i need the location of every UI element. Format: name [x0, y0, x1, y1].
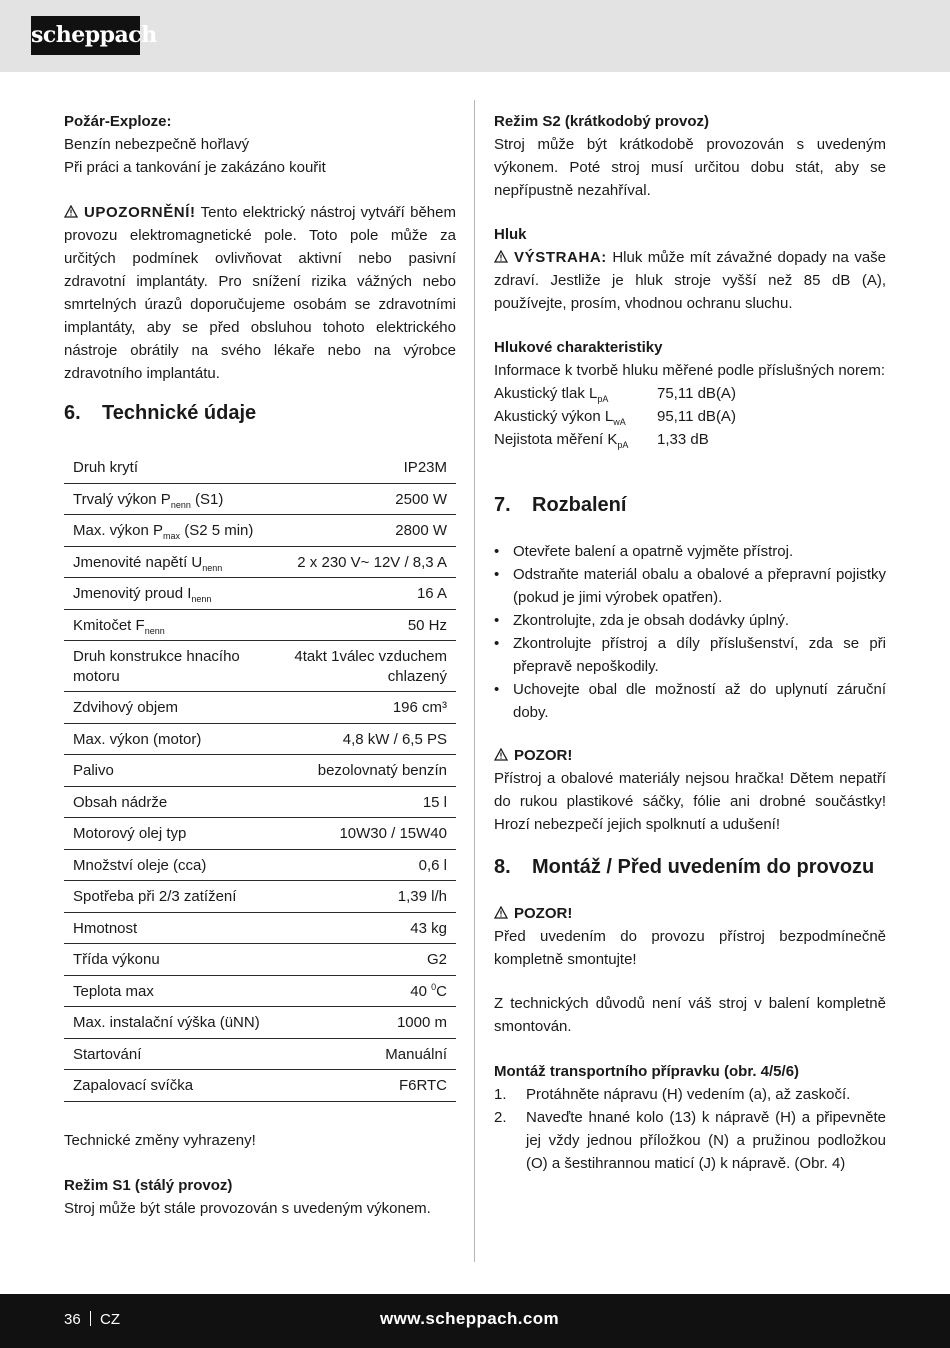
- section-6-number: 6.: [64, 402, 81, 424]
- spec-value-text: 1000 m: [396, 1014, 447, 1031]
- s2-text: Stroj může být krátkodobě provozován s uvedeným výkonem. Poté stroj musí určitou dobu stát, aby se nepřípustně nezahříval.: [494, 136, 886, 199]
- acoustic-key: [494, 405, 657, 428]
- spec-row: [64, 641, 456, 692]
- scheppach-logo: scheppach: [31, 16, 140, 55]
- spec-key-text: Třída výkonu: [73, 951, 160, 968]
- spec-value-text: 2 x 230 V~ 12V / 8,3 A: [297, 553, 447, 571]
- spec-key-text: Motorový olej typ: [73, 825, 187, 842]
- spec-row: [64, 976, 456, 1008]
- spec-key: [73, 521, 253, 541]
- noise-block: [494, 223, 886, 315]
- caution-1-block: [494, 744, 886, 836]
- spec-key: [73, 647, 273, 686]
- acoustic-row: [494, 382, 886, 405]
- spec-row: [64, 484, 456, 516]
- mount-title: Montáž transportního přípravku (obr. 4/5/6): [494, 1063, 800, 1080]
- spec-value: [427, 950, 447, 970]
- acoustic-row: [494, 428, 886, 451]
- spec-value-text: G2: [426, 951, 447, 968]
- spec-key: [73, 761, 114, 781]
- spec-row: [64, 787, 456, 819]
- spec-row: [64, 850, 456, 882]
- mount-block: [494, 1060, 886, 1175]
- acoustic-key-subscript: pA: [597, 394, 609, 404]
- spec-key: [73, 553, 222, 573]
- s1-block: [64, 1174, 456, 1220]
- mount-step-text: Protáhněte nápravu (H) vedením (a), až zaskočí.: [526, 1086, 851, 1103]
- spec-key: [73, 919, 137, 939]
- caution-2-heading: [494, 902, 886, 925]
- spec-value: [395, 490, 447, 510]
- spec-value-text: 4takt 1válec vzduchem chlazený: [294, 648, 447, 685]
- spec-value: [398, 887, 447, 907]
- spec-key-text: Druh konstrukce hnacího motoru: [73, 648, 240, 685]
- spec-key: [73, 1076, 193, 1096]
- section-7-heading: [494, 492, 886, 518]
- spec-value-text: F6RTC: [398, 1077, 447, 1094]
- notice-text: Tento elektrický nástroj vytváří během provozu elektromagnetické pole. Toto pole může za určitých podmínek ovlivňovat aktivní nebo pasivní zdravotní implantáty. Pro snížení rizika vážných nebo smrtelných úrazů doporučujeme osobám se zdravotními implantáty, aby se před obsluhou tohoto elektrického nástroje obrátily na svého lékaře nebo na výrobce zdravotního implantátu.: [64, 204, 456, 382]
- spec-value: [277, 647, 447, 686]
- caution-2-block: [494, 902, 886, 971]
- section-8-title: Montáž / Před uvedením do provozu: [532, 856, 875, 878]
- section-8-heading: [494, 854, 886, 880]
- spec-key-text: Množství oleje (cca): [73, 856, 207, 874]
- spec-key-subscript: nenn: [144, 625, 165, 636]
- spec-key-subscript: nenn: [191, 594, 212, 604]
- section-7-title: Rozbalení: [532, 494, 627, 516]
- page-separator: [90, 1311, 91, 1326]
- tech-reason: Z technických důvodů není váš stroj v balení kompletně smontován.: [494, 995, 886, 1035]
- noise-warning-text: Hluk může mít závažné dopady na vaše zdraví. Jestliže je hluk stroje vyšší než 85 dB (A), používejte, prosím, vhodnou ochranu sluchu.: [494, 249, 886, 312]
- spec-key: [73, 490, 223, 510]
- warning-icon: [494, 250, 508, 263]
- spec-value: [393, 698, 447, 718]
- spec-row: [64, 692, 456, 724]
- spec-row: [64, 913, 456, 945]
- spec-value-suffix: C: [436, 982, 447, 1000]
- spec-value-text: 196 cm³: [392, 699, 447, 716]
- website-url: www.scheppach.com: [380, 1309, 560, 1328]
- spec-key-text: Startování: [73, 1045, 142, 1063]
- spec-value: [404, 458, 447, 478]
- acoustic-key: [494, 428, 657, 451]
- acoustic-values: [494, 382, 886, 451]
- acoustic-key-text: Akustický tlak L: [494, 385, 598, 402]
- noise-characteristics: [494, 336, 886, 451]
- unpack-list-item: • Otevřete balení a opatrně vyjměte přístroj.: [494, 540, 886, 563]
- s2-title: Režim S2 (krátkodobý provoz): [494, 113, 710, 130]
- spec-key-text: Zapalovací svíčka: [73, 1077, 194, 1094]
- spec-value-text: 1,39 l/h: [397, 888, 447, 905]
- spec-value: [408, 616, 447, 636]
- spec-key-suffix: (S1): [190, 490, 224, 508]
- spec-value: [395, 521, 447, 541]
- spec-value: [343, 730, 447, 750]
- spec-value-text: 2500 W: [395, 490, 447, 508]
- page-indicator: [64, 1311, 120, 1328]
- fire-line-1: Benzín nebezpečně hořlavý: [64, 136, 250, 153]
- spec-key-text: Kmitočet F: [73, 616, 145, 634]
- acoustic-value: 95,11 dB(A): [657, 408, 736, 425]
- spec-key-suffix: (S2 5 min): [180, 522, 254, 539]
- unpack-list-item: • Zkontrolujte, zda je obsah dodávky úplný.: [494, 609, 886, 632]
- unpack-list-block: [494, 540, 886, 724]
- spec-value: [419, 856, 447, 876]
- spec-row: [64, 547, 456, 579]
- spec-key-text: Jmenovité napětí U: [73, 553, 203, 571]
- caution-2-text: Před uvedením do provozu přístroj bezpodmínečně kompletně smontujte!: [494, 928, 886, 968]
- warning-icon: [494, 906, 508, 919]
- section-7-number: 7.: [494, 494, 511, 516]
- page-language: CZ: [100, 1311, 121, 1328]
- spec-key: [73, 730, 201, 750]
- spec-key-text: Teplota max: [73, 982, 154, 1000]
- spec-value: [410, 982, 447, 1002]
- spec-value-text: IP23M: [403, 459, 447, 476]
- spec-key: [73, 824, 186, 844]
- spec-row: [64, 1039, 456, 1071]
- char-text: Informace k tvorbě hluku měřené podle příslušných norem:: [494, 362, 886, 379]
- spec-value: [318, 761, 447, 781]
- spec-value-text: 10W30 / 15W40: [339, 825, 447, 842]
- unpack-list-item: • Uchovejte obal dle možností až do uplynutí záruční doby.: [494, 678, 886, 724]
- caution-1-label: POZOR!: [514, 747, 573, 764]
- spec-key: [73, 982, 154, 1002]
- spec-value-text: 43 kg: [410, 919, 447, 937]
- noise-warning: [494, 246, 886, 315]
- spec-row: [64, 1070, 456, 1102]
- noise-warning-label: VÝSTRAHA:: [514, 249, 607, 266]
- spec-key: [73, 1013, 260, 1033]
- column-divider: [474, 100, 475, 1262]
- char-title: Hlukové charakteristiky: [494, 339, 663, 356]
- mount-step-text: Naveďte hnané kolo (13) k nápravě (H) a připevněte jej vždy jednou příložkou (N) a pružinou podložkou (O) a šestihrannou maticí (J) k nápravě. (Obr. 4): [526, 1109, 886, 1172]
- section-6-title: Technické údaje: [102, 402, 257, 424]
- spec-key-text: Obsah nádrže: [73, 793, 168, 811]
- spec-key-text: Jmenovitý proud I: [73, 585, 192, 602]
- mount-step-number: 1.: [494, 1086, 507, 1103]
- acoustic-row: [494, 405, 886, 428]
- unpack-list: [494, 540, 886, 724]
- fire-explosion-block: [64, 110, 456, 179]
- noise-title: Hluk: [494, 226, 527, 243]
- spec-value-text: Manuální: [385, 1045, 447, 1063]
- acoustic-key-text: Nejistota měření K: [494, 431, 618, 448]
- spec-key: [73, 1045, 141, 1065]
- spec-key-text: Hmotnost: [73, 919, 138, 937]
- mount-step: [494, 1083, 886, 1106]
- caution-2-label: POZOR!: [514, 905, 573, 922]
- spec-row: [64, 578, 456, 610]
- spec-key-text: Zdvihový objem: [73, 699, 179, 716]
- spec-value: [385, 1045, 447, 1065]
- spec-row: [64, 944, 456, 976]
- acoustic-key-subscript: pA: [617, 440, 629, 450]
- spec-row: [64, 452, 456, 484]
- spec-value-text: bezolovnatý benzín: [317, 762, 447, 779]
- spec-value-text: 50 Hz: [407, 616, 447, 634]
- acoustic-key-text: Akustický výkon L: [494, 408, 614, 425]
- spec-value: [423, 793, 447, 813]
- unpack-list-item: • Odstraňte materiál obalu a obalové a přepravní pojistky (pokud je jimi výrobek opatřen).: [494, 563, 886, 609]
- spec-value: [297, 553, 447, 573]
- spec-value-text: 2800 W: [395, 522, 447, 539]
- s1-title: Režim S1 (stálý provoz): [64, 1177, 233, 1194]
- page-number: 36: [64, 1311, 81, 1328]
- spec-value-text: 16 A: [416, 585, 447, 602]
- spec-key-text: Palivo: [73, 762, 114, 779]
- spec-value: [410, 919, 447, 939]
- footer-bar: [0, 1294, 950, 1348]
- spec-value-text: 40: [410, 982, 432, 1000]
- spec-row: [64, 881, 456, 913]
- spec-key: [73, 793, 167, 813]
- spec-key: [73, 887, 236, 907]
- spec-key-text: Max. instalační výška (üNN): [73, 1014, 260, 1031]
- spec-table: [64, 452, 456, 1102]
- spec-key: [73, 950, 160, 970]
- spec-key-subscript: max: [163, 531, 181, 541]
- spec-key-text: Druh krytí: [73, 459, 139, 476]
- spec-key: [73, 856, 206, 876]
- spec-value-text: 4,8 kW / 6,5 PS: [342, 730, 447, 748]
- spec-key: [73, 458, 138, 478]
- s1-text: Stroj může být stále provozován s uvedeným výkonem.: [64, 1200, 431, 1217]
- tech-changes: Technické změny vyhrazeny!: [64, 1132, 256, 1149]
- spec-key: [73, 584, 211, 604]
- acoustic-value: 1,33 dB: [657, 431, 709, 448]
- spec-row: [64, 724, 456, 756]
- mount-step-number: 2.: [494, 1109, 507, 1126]
- spec-key-text: Trvalý výkon P: [73, 490, 171, 508]
- acoustic-key-subscript: wA: [613, 417, 626, 427]
- fire-line-2: Při práci a tankování je zakázáno kouřit: [64, 159, 326, 176]
- spec-value: [339, 824, 447, 844]
- spec-key: [73, 616, 165, 636]
- spec-key-subscript: nenn: [202, 562, 223, 573]
- spec-value-superscript: 0: [431, 981, 437, 992]
- warning-icon: [64, 205, 78, 218]
- spec-row: [64, 1007, 456, 1039]
- spec-key-subscript: nenn: [170, 499, 191, 510]
- spec-value-text: 15 l: [422, 793, 447, 811]
- acoustic-value: 75,11 dB(A): [657, 385, 736, 402]
- spec-value: [397, 1013, 447, 1033]
- mount-step: [494, 1106, 886, 1175]
- header-bar: [0, 0, 950, 72]
- spec-key-text: Max. výkon (motor): [73, 730, 202, 748]
- mount-steps: [494, 1083, 886, 1175]
- spec-row: [64, 755, 456, 787]
- section-6-heading: [64, 400, 456, 426]
- caution-1-text: Přístroj a obalové materiály nejsou hračka! Dětem nepatří do rukou plastikové sáčky, fólie ani drobné součástky! Hrozí nebezpečí jejich spolknutí a udušení!: [494, 770, 886, 833]
- spec-value-text: 0,6 l: [418, 856, 447, 874]
- spec-key-text: Spotřeba při 2/3 zatížení: [73, 888, 237, 905]
- acoustic-key: [494, 382, 657, 405]
- spec-row: [64, 818, 456, 850]
- spec-value: [399, 1076, 447, 1096]
- notice-label: UPOZORNĚNÍ!: [84, 204, 196, 221]
- warning-icon: [494, 748, 508, 761]
- spec-row: [64, 610, 456, 642]
- s2-block: [494, 110, 886, 202]
- section-8-number: 8.: [494, 856, 511, 878]
- caution-1-heading: [494, 744, 886, 767]
- spec-value: [417, 584, 447, 604]
- spec-row: [64, 515, 456, 547]
- emf-notice: [64, 201, 456, 385]
- unpack-list-item: • Zkontrolujte přístroj a díly příslušenství, zda se při přepravě nepoškodily.: [494, 632, 886, 678]
- spec-key-text: Max. výkon P: [73, 522, 164, 539]
- fire-title: Požár-Exploze:: [64, 113, 172, 130]
- spec-key: [73, 698, 178, 718]
